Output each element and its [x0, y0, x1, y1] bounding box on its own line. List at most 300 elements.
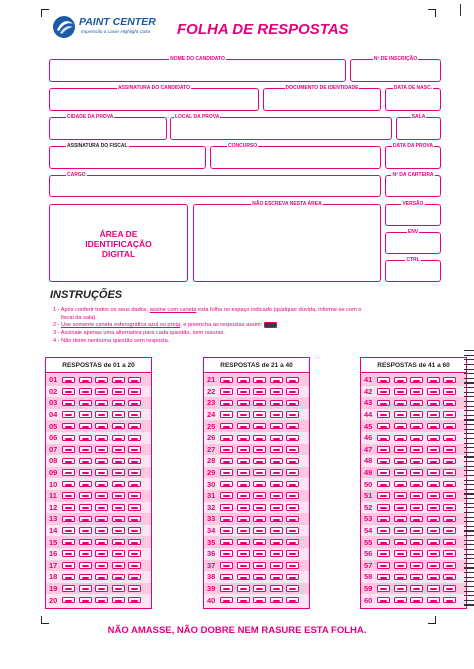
answer-bubble[interactable] — [95, 435, 108, 442]
answer-bubble[interactable] — [128, 400, 141, 407]
answer-bubble[interactable] — [443, 435, 456, 442]
answer-bubble[interactable] — [253, 585, 266, 592]
answer-bubble[interactable] — [62, 423, 75, 430]
answer-bubble[interactable] — [253, 435, 266, 442]
answer-bubble[interactable] — [286, 550, 299, 557]
answer-bubble[interactable] — [427, 481, 440, 488]
answer-bubble[interactable] — [79, 585, 92, 592]
answer-bubble[interactable] — [128, 492, 141, 499]
answer-bubble[interactable] — [62, 585, 75, 592]
answer-bubble[interactable] — [112, 550, 125, 557]
answer-bubble[interactable] — [253, 377, 266, 384]
answer-bubble[interactable] — [443, 516, 456, 523]
answer-bubble[interactable] — [427, 527, 440, 534]
answer-bubble[interactable] — [394, 411, 407, 418]
answer-bubble[interactable] — [410, 492, 423, 499]
answer-bubble[interactable] — [112, 481, 125, 488]
answer-bubble[interactable] — [128, 504, 141, 511]
answer-bubble[interactable] — [237, 597, 250, 604]
answer-bubble[interactable] — [237, 585, 250, 592]
answer-bubble[interactable] — [394, 539, 407, 546]
assinatura-fiscal-field[interactable] — [49, 143, 206, 169]
answer-bubble[interactable] — [95, 388, 108, 395]
cidade-field[interactable] — [49, 114, 167, 140]
answer-bubble[interactable] — [443, 504, 456, 511]
answer-bubble[interactable] — [79, 400, 92, 407]
answer-bubble[interactable] — [128, 388, 141, 395]
answer-bubble[interactable] — [410, 377, 423, 384]
answer-bubble[interactable] — [128, 446, 141, 453]
answer-bubble[interactable] — [410, 562, 423, 569]
answer-bubble[interactable] — [220, 446, 233, 453]
answer-bubble[interactable] — [427, 400, 440, 407]
answer-bubble[interactable] — [377, 411, 390, 418]
answer-bubble[interactable] — [253, 492, 266, 499]
answer-bubble[interactable] — [286, 377, 299, 384]
answer-bubble[interactable] — [443, 469, 456, 476]
answer-bubble[interactable] — [112, 492, 125, 499]
answer-bubble[interactable] — [62, 562, 75, 569]
answer-bubble[interactable] — [62, 458, 75, 465]
documento-field[interactable] — [263, 85, 381, 111]
answer-bubble[interactable] — [95, 585, 108, 592]
answer-bubble[interactable] — [270, 492, 283, 499]
answer-bubble[interactable] — [270, 585, 283, 592]
answer-bubble[interactable] — [112, 516, 125, 523]
answer-bubble[interactable] — [286, 492, 299, 499]
answer-bubble[interactable] — [394, 550, 407, 557]
answer-bubble[interactable] — [253, 597, 266, 604]
answer-bubble[interactable] — [427, 458, 440, 465]
answer-bubble[interactable] — [237, 481, 250, 488]
answer-bubble[interactable] — [443, 400, 456, 407]
answer-bubble[interactable] — [270, 446, 283, 453]
env-field[interactable] — [385, 229, 441, 254]
answer-bubble[interactable] — [443, 458, 456, 465]
answer-bubble[interactable] — [286, 574, 299, 581]
answer-bubble[interactable] — [394, 597, 407, 604]
answer-bubble[interactable] — [112, 388, 125, 395]
answer-bubble[interactable] — [128, 550, 141, 557]
answer-bubble[interactable] — [112, 585, 125, 592]
answer-bubble[interactable] — [112, 562, 125, 569]
answer-bubble[interactable] — [394, 527, 407, 534]
answer-bubble[interactable] — [237, 458, 250, 465]
answer-bubble[interactable] — [79, 481, 92, 488]
answer-bubble[interactable] — [443, 585, 456, 592]
answer-bubble[interactable] — [377, 446, 390, 453]
answer-bubble[interactable] — [443, 539, 456, 546]
answer-bubble[interactable] — [62, 539, 75, 546]
answer-bubble[interactable] — [394, 435, 407, 442]
answer-bubble[interactable] — [128, 574, 141, 581]
answer-bubble[interactable] — [253, 516, 266, 523]
answer-bubble[interactable] — [220, 527, 233, 534]
answer-bubble[interactable] — [410, 481, 423, 488]
answer-bubble[interactable] — [394, 585, 407, 592]
answer-bubble[interactable] — [270, 539, 283, 546]
answer-bubble[interactable] — [62, 574, 75, 581]
answer-bubble[interactable] — [270, 458, 283, 465]
answer-bubble[interactable] — [79, 469, 92, 476]
answer-bubble[interactable] — [79, 504, 92, 511]
answer-bubble[interactable] — [220, 585, 233, 592]
answer-bubble[interactable] — [443, 550, 456, 557]
answer-bubble[interactable] — [286, 516, 299, 523]
answer-bubble[interactable] — [410, 423, 423, 430]
answer-bubble[interactable] — [410, 435, 423, 442]
answer-bubble[interactable] — [95, 516, 108, 523]
answer-bubble[interactable] — [220, 435, 233, 442]
answer-bubble[interactable] — [237, 411, 250, 418]
answer-bubble[interactable] — [377, 388, 390, 395]
answer-bubble[interactable] — [253, 539, 266, 546]
answer-bubble[interactable] — [286, 585, 299, 592]
answer-bubble[interactable] — [427, 446, 440, 453]
answer-bubble[interactable] — [286, 400, 299, 407]
answer-bubble[interactable] — [220, 550, 233, 557]
concurso-field[interactable] — [210, 143, 381, 169]
answer-bubble[interactable] — [95, 539, 108, 546]
answer-bubble[interactable] — [394, 400, 407, 407]
answer-bubble[interactable] — [377, 435, 390, 442]
answer-bubble[interactable] — [394, 562, 407, 569]
answer-bubble[interactable] — [62, 435, 75, 442]
answer-bubble[interactable] — [220, 492, 233, 499]
answer-bubble[interactable] — [128, 458, 141, 465]
answer-bubble[interactable] — [62, 527, 75, 534]
answer-bubble[interactable] — [443, 377, 456, 384]
answer-bubble[interactable] — [427, 377, 440, 384]
sala-field[interactable] — [396, 114, 441, 140]
answer-bubble[interactable] — [95, 411, 108, 418]
answer-bubble[interactable] — [79, 492, 92, 499]
answer-bubble[interactable] — [286, 423, 299, 430]
answer-bubble[interactable] — [128, 585, 141, 592]
answer-bubble[interactable] — [95, 562, 108, 569]
answer-bubble[interactable] — [220, 377, 233, 384]
answer-bubble[interactable] — [62, 388, 75, 395]
answer-bubble[interactable] — [443, 562, 456, 569]
answer-bubble[interactable] — [377, 504, 390, 511]
data-nasc-field[interactable] — [385, 85, 441, 111]
answer-bubble[interactable] — [112, 469, 125, 476]
answer-bubble[interactable] — [62, 411, 75, 418]
answer-bubble[interactable] — [443, 574, 456, 581]
answer-bubble[interactable] — [95, 527, 108, 534]
answer-bubble[interactable] — [270, 562, 283, 569]
answer-bubble[interactable] — [377, 423, 390, 430]
answer-bubble[interactable] — [237, 492, 250, 499]
answer-bubble[interactable] — [410, 504, 423, 511]
answer-bubble[interactable] — [128, 527, 141, 534]
answer-bubble[interactable] — [62, 377, 75, 384]
answer-bubble[interactable] — [79, 562, 92, 569]
answer-bubble[interactable] — [427, 574, 440, 581]
answer-bubble[interactable] — [79, 574, 92, 581]
answer-bubble[interactable] — [220, 423, 233, 430]
answer-bubble[interactable] — [286, 539, 299, 546]
answer-bubble[interactable] — [286, 458, 299, 465]
answer-bubble[interactable] — [220, 597, 233, 604]
answer-bubble[interactable] — [95, 574, 108, 581]
answer-bubble[interactable] — [410, 469, 423, 476]
answer-bubble[interactable] — [95, 481, 108, 488]
answer-bubble[interactable] — [62, 550, 75, 557]
answer-bubble[interactable] — [427, 597, 440, 604]
answer-bubble[interactable] — [427, 585, 440, 592]
answer-bubble[interactable] — [220, 411, 233, 418]
answer-bubble[interactable] — [62, 481, 75, 488]
answer-bubble[interactable] — [112, 527, 125, 534]
answer-bubble[interactable] — [286, 481, 299, 488]
answer-bubble[interactable] — [394, 446, 407, 453]
answer-bubble[interactable] — [410, 400, 423, 407]
answer-bubble[interactable] — [270, 527, 283, 534]
answer-bubble[interactable] — [62, 446, 75, 453]
answer-bubble[interactable] — [112, 446, 125, 453]
answer-bubble[interactable] — [443, 388, 456, 395]
answer-bubble[interactable] — [377, 585, 390, 592]
answer-bubble[interactable] — [220, 481, 233, 488]
answer-bubble[interactable] — [220, 388, 233, 395]
answer-bubble[interactable] — [410, 597, 423, 604]
answer-bubble[interactable] — [410, 574, 423, 581]
answer-bubble[interactable] — [112, 435, 125, 442]
answer-bubble[interactable] — [270, 388, 283, 395]
answer-bubble[interactable] — [253, 388, 266, 395]
answer-bubble[interactable] — [79, 550, 92, 557]
answer-bubble[interactable] — [79, 388, 92, 395]
answer-bubble[interactable] — [128, 435, 141, 442]
answer-bubble[interactable] — [79, 516, 92, 523]
answer-bubble[interactable] — [62, 516, 75, 523]
answer-bubble[interactable] — [112, 597, 125, 604]
answer-bubble[interactable] — [253, 423, 266, 430]
answer-bubble[interactable] — [253, 550, 266, 557]
answer-bubble[interactable] — [394, 458, 407, 465]
answer-bubble[interactable] — [427, 469, 440, 476]
answer-bubble[interactable] — [377, 527, 390, 534]
answer-bubble[interactable] — [112, 377, 125, 384]
answer-bubble[interactable] — [270, 574, 283, 581]
answer-bubble[interactable] — [286, 597, 299, 604]
answer-bubble[interactable] — [62, 492, 75, 499]
answer-bubble[interactable] — [79, 423, 92, 430]
answer-bubble[interactable] — [237, 377, 250, 384]
answer-bubble[interactable] — [237, 504, 250, 511]
cargo-field[interactable] — [49, 172, 381, 197]
answer-bubble[interactable] — [427, 492, 440, 499]
answer-bubble[interactable] — [79, 435, 92, 442]
answer-bubble[interactable] — [410, 585, 423, 592]
answer-bubble[interactable] — [377, 574, 390, 581]
answer-bubble[interactable] — [377, 562, 390, 569]
answer-bubble[interactable] — [128, 377, 141, 384]
answer-bubble[interactable] — [220, 400, 233, 407]
answer-bubble[interactable] — [410, 539, 423, 546]
answer-bubble[interactable] — [62, 504, 75, 511]
answer-bubble[interactable] — [443, 423, 456, 430]
answer-bubble[interactable] — [427, 562, 440, 569]
answer-bubble[interactable] — [410, 527, 423, 534]
answer-bubble[interactable] — [286, 562, 299, 569]
answer-bubble[interactable] — [79, 597, 92, 604]
answer-bubble[interactable] — [220, 458, 233, 465]
answer-bubble[interactable] — [237, 446, 250, 453]
answer-bubble[interactable] — [237, 435, 250, 442]
answer-bubble[interactable] — [427, 550, 440, 557]
answer-bubble[interactable] — [286, 435, 299, 442]
answer-bubble[interactable] — [286, 527, 299, 534]
answer-bubble[interactable] — [220, 539, 233, 546]
answer-bubble[interactable] — [377, 458, 390, 465]
answer-bubble[interactable] — [79, 527, 92, 534]
answer-bubble[interactable] — [128, 597, 141, 604]
answer-bubble[interactable] — [270, 435, 283, 442]
answer-bubble[interactable] — [95, 458, 108, 465]
answer-bubble[interactable] — [112, 539, 125, 546]
answer-bubble[interactable] — [128, 562, 141, 569]
answer-bubble[interactable] — [253, 469, 266, 476]
answer-bubble[interactable] — [253, 446, 266, 453]
answer-bubble[interactable] — [220, 504, 233, 511]
answer-bubble[interactable] — [112, 574, 125, 581]
answer-bubble[interactable] — [112, 411, 125, 418]
answer-bubble[interactable] — [253, 411, 266, 418]
answer-bubble[interactable] — [443, 446, 456, 453]
carteira-field[interactable] — [385, 172, 441, 197]
answer-bubble[interactable] — [237, 562, 250, 569]
answer-bubble[interactable] — [410, 411, 423, 418]
data-prova-field[interactable] — [385, 143, 441, 169]
answer-bubble[interactable] — [427, 411, 440, 418]
answer-bubble[interactable] — [270, 504, 283, 511]
answer-bubble[interactable] — [270, 481, 283, 488]
answer-bubble[interactable] — [377, 550, 390, 557]
answer-bubble[interactable] — [112, 400, 125, 407]
answer-bubble[interactable] — [95, 446, 108, 453]
answer-bubble[interactable] — [286, 411, 299, 418]
answer-bubble[interactable] — [394, 423, 407, 430]
answer-bubble[interactable] — [286, 388, 299, 395]
versao-field[interactable] — [385, 201, 441, 226]
answer-bubble[interactable] — [253, 481, 266, 488]
answer-bubble[interactable] — [427, 516, 440, 523]
answer-bubble[interactable] — [95, 550, 108, 557]
answer-bubble[interactable] — [443, 481, 456, 488]
answer-bubble[interactable] — [112, 423, 125, 430]
answer-bubble[interactable] — [220, 574, 233, 581]
answer-bubble[interactable] — [128, 481, 141, 488]
answer-bubble[interactable] — [237, 539, 250, 546]
answer-bubble[interactable] — [410, 446, 423, 453]
answer-bubble[interactable] — [443, 492, 456, 499]
answer-bubble[interactable] — [394, 504, 407, 511]
assinatura-candidato-field[interactable] — [49, 85, 259, 111]
answer-bubble[interactable] — [62, 597, 75, 604]
answer-bubble[interactable] — [95, 597, 108, 604]
answer-bubble[interactable] — [237, 400, 250, 407]
answer-bubble[interactable] — [377, 377, 390, 384]
answer-bubble[interactable] — [443, 527, 456, 534]
answer-bubble[interactable] — [427, 423, 440, 430]
answer-bubble[interactable] — [253, 562, 266, 569]
answer-bubble[interactable] — [270, 400, 283, 407]
answer-bubble[interactable] — [286, 446, 299, 453]
answer-bubble[interactable] — [128, 469, 141, 476]
answer-bubble[interactable] — [128, 539, 141, 546]
answer-bubble[interactable] — [377, 492, 390, 499]
answer-bubble[interactable] — [95, 400, 108, 407]
answer-bubble[interactable] — [394, 377, 407, 384]
answer-bubble[interactable] — [377, 597, 390, 604]
answer-bubble[interactable] — [427, 504, 440, 511]
answer-bubble[interactable] — [410, 516, 423, 523]
answer-bubble[interactable] — [377, 481, 390, 488]
answer-bubble[interactable] — [128, 411, 141, 418]
answer-bubble[interactable] — [377, 516, 390, 523]
answer-bubble[interactable] — [253, 574, 266, 581]
answer-bubble[interactable] — [95, 504, 108, 511]
answer-bubble[interactable] — [237, 516, 250, 523]
answer-bubble[interactable] — [220, 562, 233, 569]
answer-bubble[interactable] — [237, 469, 250, 476]
answer-bubble[interactable] — [253, 527, 266, 534]
answer-bubble[interactable] — [95, 423, 108, 430]
answer-bubble[interactable] — [79, 377, 92, 384]
answer-bubble[interactable] — [62, 400, 75, 407]
answer-bubble[interactable] — [220, 469, 233, 476]
answer-bubble[interactable] — [427, 539, 440, 546]
answer-bubble[interactable] — [270, 516, 283, 523]
answer-bubble[interactable] — [394, 388, 407, 395]
answer-bubble[interactable] — [377, 400, 390, 407]
ctrl-field[interactable] — [385, 257, 441, 282]
answer-bubble[interactable] — [270, 469, 283, 476]
answer-bubble[interactable] — [270, 597, 283, 604]
answer-bubble[interactable] — [237, 574, 250, 581]
answer-bubble[interactable] — [253, 504, 266, 511]
inscricao-field[interactable] — [350, 56, 441, 82]
answer-bubble[interactable] — [394, 492, 407, 499]
answer-bubble[interactable] — [270, 550, 283, 557]
answer-bubble[interactable] — [128, 423, 141, 430]
answer-bubble[interactable] — [394, 574, 407, 581]
answer-bubble[interactable] — [270, 411, 283, 418]
answer-bubble[interactable] — [112, 504, 125, 511]
answer-bubble[interactable] — [253, 458, 266, 465]
answer-bubble[interactable] — [286, 469, 299, 476]
answer-bubble[interactable] — [394, 469, 407, 476]
answer-bubble[interactable] — [253, 400, 266, 407]
answer-bubble[interactable] — [394, 516, 407, 523]
nome-field[interactable] — [49, 56, 346, 82]
answer-bubble[interactable] — [95, 492, 108, 499]
answer-bubble[interactable] — [79, 411, 92, 418]
answer-bubble[interactable] — [286, 504, 299, 511]
answer-bubble[interactable] — [220, 516, 233, 523]
answer-bubble[interactable] — [443, 411, 456, 418]
local-field[interactable] — [170, 114, 392, 140]
answer-bubble[interactable] — [377, 469, 390, 476]
answer-bubble[interactable] — [394, 481, 407, 488]
answer-bubble[interactable] — [377, 539, 390, 546]
answer-bubble[interactable] — [112, 458, 125, 465]
answer-bubble[interactable] — [270, 377, 283, 384]
answer-bubble[interactable] — [443, 597, 456, 604]
answer-bubble[interactable] — [95, 377, 108, 384]
